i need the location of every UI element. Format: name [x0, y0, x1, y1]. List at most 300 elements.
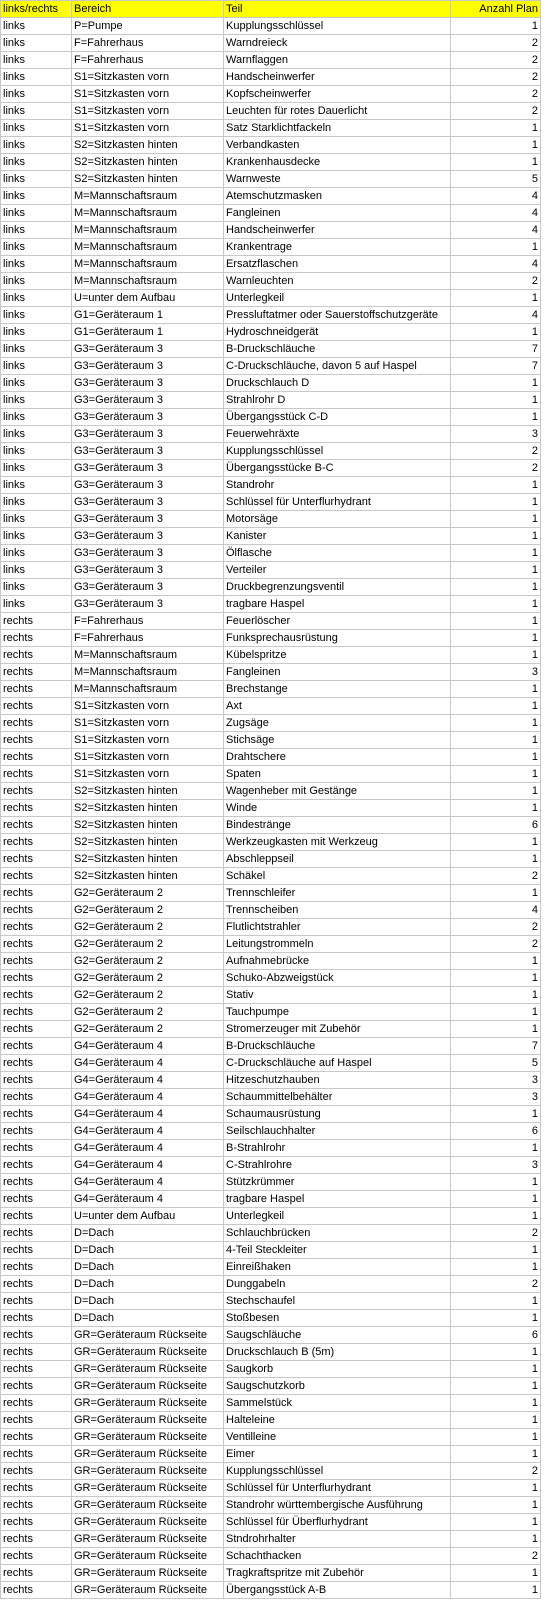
cell-part[interactable]: Hydroschneidgerät	[224, 324, 451, 341]
cell-side[interactable]: rechts	[1, 1531, 72, 1548]
cell-quantity[interactable]: 1	[451, 851, 541, 868]
cell-area[interactable]: M=Mannschaftsraum	[72, 205, 224, 222]
cell-side[interactable]: rechts	[1, 1582, 72, 1599]
cell-side[interactable]: rechts	[1, 1140, 72, 1157]
cell-side[interactable]: rechts	[1, 1480, 72, 1497]
cell-part[interactable]: Warndreieck	[224, 35, 451, 52]
cell-quantity[interactable]: 1	[451, 1582, 541, 1599]
cell-quantity[interactable]: 2	[451, 919, 541, 936]
cell-side[interactable]: rechts	[1, 1293, 72, 1310]
cell-area[interactable]: M=Mannschaftsraum	[72, 681, 224, 698]
cell-area[interactable]: G2=Geräteraum 2	[72, 1021, 224, 1038]
cell-area[interactable]: M=Mannschaftsraum	[72, 273, 224, 290]
cell-part[interactable]: Schlüssel für Unterflurhydrant	[224, 494, 451, 511]
cell-quantity[interactable]: 1	[451, 766, 541, 783]
cell-side[interactable]: links	[1, 596, 72, 613]
cell-quantity[interactable]: 1	[451, 1361, 541, 1378]
cell-part[interactable]: Werkzeugkasten mit Werkzeug	[224, 834, 451, 851]
cell-area[interactable]: GR=Geräteraum Rückseite	[72, 1395, 224, 1412]
cell-side[interactable]: links	[1, 409, 72, 426]
cell-area[interactable]: D=Dach	[72, 1225, 224, 1242]
cell-quantity[interactable]: 1	[451, 18, 541, 35]
cell-quantity[interactable]: 5	[451, 171, 541, 188]
cell-quantity[interactable]: 1	[451, 698, 541, 715]
cell-part[interactable]: Druckbegrenzungsventil	[224, 579, 451, 596]
cell-area[interactable]: U=unter dem Aufbau	[72, 290, 224, 307]
cell-quantity[interactable]: 3	[451, 1089, 541, 1106]
cell-side[interactable]: links	[1, 460, 72, 477]
cell-area[interactable]: G3=Geräteraum 3	[72, 562, 224, 579]
cell-quantity[interactable]: 1	[451, 511, 541, 528]
cell-quantity[interactable]: 1	[451, 1395, 541, 1412]
cell-area[interactable]: G4=Geräteraum 4	[72, 1072, 224, 1089]
cell-side[interactable]: rechts	[1, 1327, 72, 1344]
cell-area[interactable]: G2=Geräteraum 2	[72, 987, 224, 1004]
cell-side[interactable]: links	[1, 443, 72, 460]
cell-side[interactable]: links	[1, 171, 72, 188]
cell-part[interactable]: Schlauchbrücken	[224, 1225, 451, 1242]
cell-side[interactable]: links	[1, 154, 72, 171]
cell-area[interactable]: G2=Geräteraum 2	[72, 1004, 224, 1021]
cell-quantity[interactable]: 2	[451, 52, 541, 69]
cell-quantity[interactable]: 1	[451, 1429, 541, 1446]
cell-part[interactable]: tragbare Haspel	[224, 596, 451, 613]
cell-side[interactable]: rechts	[1, 1225, 72, 1242]
cell-area[interactable]: GR=Geräteraum Rückseite	[72, 1344, 224, 1361]
cell-quantity[interactable]: 2	[451, 35, 541, 52]
header-part[interactable]: Teil	[224, 1, 451, 18]
cell-part[interactable]: Verbandkasten	[224, 137, 451, 154]
cell-side[interactable]: rechts	[1, 970, 72, 987]
cell-area[interactable]: G1=Geräteraum 1	[72, 307, 224, 324]
cell-part[interactable]: Trennscheiben	[224, 902, 451, 919]
cell-part[interactable]: Ventilleine	[224, 1429, 451, 1446]
cell-part[interactable]: Einreißhaken	[224, 1259, 451, 1276]
cell-area[interactable]: G3=Geräteraum 3	[72, 596, 224, 613]
cell-part[interactable]: Ersatzflaschen	[224, 256, 451, 273]
cell-area[interactable]: F=Fahrerhaus	[72, 52, 224, 69]
cell-part[interactable]: Schachthacken	[224, 1548, 451, 1565]
cell-area[interactable]: G2=Geräteraum 2	[72, 953, 224, 970]
cell-quantity[interactable]: 1	[451, 528, 541, 545]
cell-area[interactable]: D=Dach	[72, 1276, 224, 1293]
cell-part[interactable]: Hitzeschutzhauben	[224, 1072, 451, 1089]
cell-side[interactable]: links	[1, 35, 72, 52]
cell-part[interactable]: Satz Starklichtfackeln	[224, 120, 451, 137]
cell-quantity[interactable]: 1	[451, 953, 541, 970]
cell-side[interactable]: rechts	[1, 1174, 72, 1191]
cell-quantity[interactable]: 2	[451, 1225, 541, 1242]
cell-quantity[interactable]: 1	[451, 715, 541, 732]
cell-area[interactable]: G4=Geräteraum 4	[72, 1055, 224, 1072]
cell-quantity[interactable]: 1	[451, 1140, 541, 1157]
header-quantity[interactable]: Anzahl Plan	[451, 1, 541, 18]
header-side[interactable]: links/rechts	[1, 1, 72, 18]
cell-side[interactable]: rechts	[1, 664, 72, 681]
cell-area[interactable]: G1=Geräteraum 1	[72, 324, 224, 341]
cell-area[interactable]: GR=Geräteraum Rückseite	[72, 1446, 224, 1463]
cell-side[interactable]: links	[1, 256, 72, 273]
cell-quantity[interactable]: 1	[451, 392, 541, 409]
cell-part[interactable]: Pressluftatmer oder Sauerstoffschutzgeräte	[224, 307, 451, 324]
cell-side[interactable]: rechts	[1, 749, 72, 766]
cell-side[interactable]: links	[1, 511, 72, 528]
cell-area[interactable]: D=Dach	[72, 1259, 224, 1276]
cell-quantity[interactable]: 1	[451, 1242, 541, 1259]
cell-part[interactable]: Kanister	[224, 528, 451, 545]
cell-area[interactable]: S1=Sitzkasten vorn	[72, 715, 224, 732]
cell-side[interactable]: rechts	[1, 817, 72, 834]
cell-part[interactable]: Feuerwehräxte	[224, 426, 451, 443]
cell-quantity[interactable]: 2	[451, 1276, 541, 1293]
cell-area[interactable]: M=Mannschaftsraum	[72, 239, 224, 256]
cell-area[interactable]: G3=Geräteraum 3	[72, 494, 224, 511]
cell-quantity[interactable]: 1	[451, 120, 541, 137]
cell-area[interactable]: F=Fahrerhaus	[72, 35, 224, 52]
cell-area[interactable]: S2=Sitzkasten hinten	[72, 800, 224, 817]
cell-area[interactable]: G2=Geräteraum 2	[72, 919, 224, 936]
cell-part[interactable]: Flutlichtstrahler	[224, 919, 451, 936]
cell-area[interactable]: M=Mannschaftsraum	[72, 188, 224, 205]
cell-side[interactable]: links	[1, 273, 72, 290]
cell-part[interactable]: Warnleuchten	[224, 273, 451, 290]
cell-area[interactable]: S1=Sitzkasten vorn	[72, 698, 224, 715]
cell-side[interactable]: rechts	[1, 766, 72, 783]
cell-part[interactable]: Verteiler	[224, 562, 451, 579]
cell-quantity[interactable]: 1	[451, 1106, 541, 1123]
cell-side[interactable]: rechts	[1, 885, 72, 902]
cell-part[interactable]: Zugsäge	[224, 715, 451, 732]
cell-part[interactable]: Stichsäge	[224, 732, 451, 749]
cell-area[interactable]: S1=Sitzkasten vorn	[72, 120, 224, 137]
cell-side[interactable]: links	[1, 579, 72, 596]
cell-part[interactable]: Axt	[224, 698, 451, 715]
cell-area[interactable]: G3=Geräteraum 3	[72, 409, 224, 426]
cell-part[interactable]: Krankentrage	[224, 239, 451, 256]
cell-part[interactable]: Schaummittelbehälter	[224, 1089, 451, 1106]
cell-area[interactable]: G3=Geräteraum 3	[72, 358, 224, 375]
cell-part[interactable]: B-Strahlrohr	[224, 1140, 451, 1157]
cell-side[interactable]: rechts	[1, 1106, 72, 1123]
cell-part[interactable]: Stechschaufel	[224, 1293, 451, 1310]
cell-quantity[interactable]: 1	[451, 1310, 541, 1327]
cell-side[interactable]: links	[1, 52, 72, 69]
cell-quantity[interactable]: 1	[451, 1514, 541, 1531]
cell-part[interactable]: Eimer	[224, 1446, 451, 1463]
cell-part[interactable]: Kupplungsschlüssel	[224, 443, 451, 460]
cell-side[interactable]: rechts	[1, 613, 72, 630]
cell-part[interactable]: Handscheinwerfer	[224, 69, 451, 86]
cell-part[interactable]: Brechstange	[224, 681, 451, 698]
cell-area[interactable]: M=Mannschaftsraum	[72, 222, 224, 239]
cell-quantity[interactable]: 1	[451, 1344, 541, 1361]
cell-part[interactable]: Schaumausrüstung	[224, 1106, 451, 1123]
cell-side[interactable]: links	[1, 307, 72, 324]
cell-side[interactable]: rechts	[1, 1004, 72, 1021]
cell-quantity[interactable]: 1	[451, 1004, 541, 1021]
cell-quantity[interactable]: 1	[451, 1293, 541, 1310]
cell-quantity[interactable]: 1	[451, 1565, 541, 1582]
cell-area[interactable]: G4=Geräteraum 4	[72, 1174, 224, 1191]
cell-area[interactable]: G3=Geräteraum 3	[72, 443, 224, 460]
cell-side[interactable]: rechts	[1, 1208, 72, 1225]
cell-area[interactable]: GR=Geräteraum Rückseite	[72, 1480, 224, 1497]
cell-quantity[interactable]: 2	[451, 1463, 541, 1480]
cell-quantity[interactable]: 4	[451, 222, 541, 239]
cell-area[interactable]: G3=Geräteraum 3	[72, 392, 224, 409]
cell-part[interactable]: Tauchpumpe	[224, 1004, 451, 1021]
cell-side[interactable]: links	[1, 392, 72, 409]
cell-part[interactable]: Standrohr	[224, 477, 451, 494]
cell-quantity[interactable]: 1	[451, 596, 541, 613]
cell-area[interactable]: GR=Geräteraum Rückseite	[72, 1361, 224, 1378]
cell-quantity[interactable]: 7	[451, 341, 541, 358]
cell-part[interactable]: Stützkrümmer	[224, 1174, 451, 1191]
cell-part[interactable]: Atemschutzmasken	[224, 188, 451, 205]
cell-quantity[interactable]: 1	[451, 783, 541, 800]
cell-quantity[interactable]: 4	[451, 188, 541, 205]
cell-side[interactable]: links	[1, 188, 72, 205]
cell-part[interactable]: Kupplungsschlüssel	[224, 18, 451, 35]
cell-area[interactable]: GR=Geräteraum Rückseite	[72, 1429, 224, 1446]
cell-quantity[interactable]: 7	[451, 358, 541, 375]
cell-side[interactable]: rechts	[1, 698, 72, 715]
cell-part[interactable]: Trennschleifer	[224, 885, 451, 902]
cell-area[interactable]: P=Pumpe	[72, 18, 224, 35]
cell-area[interactable]: G3=Geräteraum 3	[72, 579, 224, 596]
cell-area[interactable]: G3=Geräteraum 3	[72, 477, 224, 494]
cell-side[interactable]: links	[1, 477, 72, 494]
cell-area[interactable]: S1=Sitzkasten vorn	[72, 732, 224, 749]
cell-quantity[interactable]: 2	[451, 460, 541, 477]
cell-side[interactable]: rechts	[1, 783, 72, 800]
cell-area[interactable]: S2=Sitzkasten hinten	[72, 154, 224, 171]
cell-area[interactable]: D=Dach	[72, 1242, 224, 1259]
cell-part[interactable]: Übergangsstücke B-C	[224, 460, 451, 477]
cell-area[interactable]: S2=Sitzkasten hinten	[72, 817, 224, 834]
cell-side[interactable]: links	[1, 545, 72, 562]
cell-part[interactable]: C-Strahlrohre	[224, 1157, 451, 1174]
cell-area[interactable]: G4=Geräteraum 4	[72, 1038, 224, 1055]
cell-quantity[interactable]: 2	[451, 103, 541, 120]
cell-area[interactable]: G4=Geräteraum 4	[72, 1191, 224, 1208]
cell-quantity[interactable]: 3	[451, 664, 541, 681]
cell-quantity[interactable]: 1	[451, 1531, 541, 1548]
cell-side[interactable]: rechts	[1, 1055, 72, 1072]
cell-side[interactable]: rechts	[1, 647, 72, 664]
cell-part[interactable]: Stativ	[224, 987, 451, 1004]
cell-part[interactable]: B-Druckschläuche	[224, 1038, 451, 1055]
cell-quantity[interactable]: 1	[451, 409, 541, 426]
cell-part[interactable]: Warnweste	[224, 171, 451, 188]
cell-quantity[interactable]: 1	[451, 375, 541, 392]
cell-area[interactable]: S1=Sitzkasten vorn	[72, 766, 224, 783]
cell-side[interactable]: rechts	[1, 1072, 72, 1089]
cell-part[interactable]: Krankenhausdecke	[224, 154, 451, 171]
cell-side[interactable]: links	[1, 120, 72, 137]
cell-side[interactable]: rechts	[1, 1446, 72, 1463]
cell-area[interactable]: GR=Geräteraum Rückseite	[72, 1531, 224, 1548]
cell-side[interactable]: links	[1, 222, 72, 239]
cell-part[interactable]: Warnflaggen	[224, 52, 451, 69]
cell-part[interactable]: Abschleppseil	[224, 851, 451, 868]
cell-side[interactable]: rechts	[1, 1548, 72, 1565]
cell-quantity[interactable]: 1	[451, 1174, 541, 1191]
cell-quantity[interactable]: 1	[451, 732, 541, 749]
cell-quantity[interactable]: 2	[451, 69, 541, 86]
cell-area[interactable]: G2=Geräteraum 2	[72, 885, 224, 902]
cell-area[interactable]: F=Fahrerhaus	[72, 613, 224, 630]
cell-side[interactable]: rechts	[1, 1429, 72, 1446]
cell-part[interactable]: Wagenheber mit Gestänge	[224, 783, 451, 800]
cell-side[interactable]: rechts	[1, 1395, 72, 1412]
cell-area[interactable]: GR=Geräteraum Rückseite	[72, 1565, 224, 1582]
cell-quantity[interactable]: 1	[451, 290, 541, 307]
cell-area[interactable]: S1=Sitzkasten vorn	[72, 86, 224, 103]
cell-side[interactable]: rechts	[1, 1514, 72, 1531]
cell-quantity[interactable]: 1	[451, 681, 541, 698]
cell-part[interactable]: B-Druckschläuche	[224, 341, 451, 358]
cell-part[interactable]: Kupplungsschlüssel	[224, 1463, 451, 1480]
cell-side[interactable]: rechts	[1, 1463, 72, 1480]
cell-side[interactable]: links	[1, 205, 72, 222]
cell-quantity[interactable]: 1	[451, 1480, 541, 1497]
cell-area[interactable]: M=Mannschaftsraum	[72, 256, 224, 273]
cell-area[interactable]: GR=Geräteraum Rückseite	[72, 1514, 224, 1531]
cell-part[interactable]: Bindestränge	[224, 817, 451, 834]
cell-quantity[interactable]: 2	[451, 443, 541, 460]
cell-quantity[interactable]: 7	[451, 1038, 541, 1055]
cell-part[interactable]: Saugkorb	[224, 1361, 451, 1378]
cell-area[interactable]: G2=Geräteraum 2	[72, 936, 224, 953]
cell-part[interactable]: Kübelspritze	[224, 647, 451, 664]
cell-side[interactable]: rechts	[1, 1361, 72, 1378]
cell-part[interactable]: C-Druckschläuche, davon 5 auf Haspel	[224, 358, 451, 375]
cell-part[interactable]: Dunggabeln	[224, 1276, 451, 1293]
cell-side[interactable]: rechts	[1, 1038, 72, 1055]
cell-part[interactable]: Kopfscheinwerfer	[224, 86, 451, 103]
cell-quantity[interactable]: 1	[451, 154, 541, 171]
cell-part[interactable]: Stromerzeuger mit Zubehör	[224, 1021, 451, 1038]
cell-side[interactable]: rechts	[1, 851, 72, 868]
cell-side[interactable]: links	[1, 103, 72, 120]
cell-quantity[interactable]: 3	[451, 1072, 541, 1089]
cell-side[interactable]: rechts	[1, 1089, 72, 1106]
cell-part[interactable]: Fangleinen	[224, 664, 451, 681]
cell-quantity[interactable]: 1	[451, 1446, 541, 1463]
cell-area[interactable]: G4=Geräteraum 4	[72, 1123, 224, 1140]
cell-area[interactable]: S2=Sitzkasten hinten	[72, 851, 224, 868]
cell-side[interactable]: rechts	[1, 1344, 72, 1361]
cell-side[interactable]: rechts	[1, 1123, 72, 1140]
cell-area[interactable]: D=Dach	[72, 1310, 224, 1327]
cell-quantity[interactable]: 1	[451, 1497, 541, 1514]
cell-part[interactable]: 4-Teil Steckleiter	[224, 1242, 451, 1259]
cell-area[interactable]: D=Dach	[72, 1293, 224, 1310]
cell-area[interactable]: G4=Geräteraum 4	[72, 1106, 224, 1123]
cell-quantity[interactable]: 6	[451, 1327, 541, 1344]
cell-side[interactable]: links	[1, 375, 72, 392]
cell-area[interactable]: S2=Sitzkasten hinten	[72, 137, 224, 154]
cell-quantity[interactable]: 1	[451, 137, 541, 154]
cell-part[interactable]: Feuerlöscher	[224, 613, 451, 630]
cell-quantity[interactable]: 1	[451, 987, 541, 1004]
cell-side[interactable]: links	[1, 562, 72, 579]
cell-quantity[interactable]: 1	[451, 545, 541, 562]
cell-side[interactable]: rechts	[1, 800, 72, 817]
cell-part[interactable]: Tragkraftspritze mit Zubehör	[224, 1565, 451, 1582]
cell-quantity[interactable]: 3	[451, 1157, 541, 1174]
cell-part[interactable]: Leitungstrommeln	[224, 936, 451, 953]
cell-part[interactable]: Seilschlauchhalter	[224, 1123, 451, 1140]
cell-part[interactable]: Sammelstück	[224, 1395, 451, 1412]
cell-quantity[interactable]: 1	[451, 1378, 541, 1395]
cell-quantity[interactable]: 1	[451, 970, 541, 987]
cell-quantity[interactable]: 1	[451, 800, 541, 817]
cell-part[interactable]: Übergangsstück A-B	[224, 1582, 451, 1599]
cell-area[interactable]: GR=Geräteraum Rückseite	[72, 1378, 224, 1395]
cell-side[interactable]: rechts	[1, 1276, 72, 1293]
cell-area[interactable]: G3=Geräteraum 3	[72, 375, 224, 392]
cell-quantity[interactable]: 1	[451, 749, 541, 766]
cell-area[interactable]: S1=Sitzkasten vorn	[72, 103, 224, 120]
cell-side[interactable]: links	[1, 358, 72, 375]
cell-side[interactable]: rechts	[1, 630, 72, 647]
cell-side[interactable]: links	[1, 69, 72, 86]
cell-part[interactable]: Handscheinwerfer	[224, 222, 451, 239]
cell-part[interactable]: tragbare Haspel	[224, 1191, 451, 1208]
cell-area[interactable]: GR=Geräteraum Rückseite	[72, 1548, 224, 1565]
cell-area[interactable]: G3=Geräteraum 3	[72, 528, 224, 545]
cell-side[interactable]: rechts	[1, 834, 72, 851]
cell-quantity[interactable]: 1	[451, 1191, 541, 1208]
cell-part[interactable]: Schlüssel für Unterflurhydrant	[224, 1480, 451, 1497]
cell-side[interactable]: rechts	[1, 902, 72, 919]
cell-quantity[interactable]: 4	[451, 256, 541, 273]
cell-quantity[interactable]: 2	[451, 868, 541, 885]
cell-quantity[interactable]: 1	[451, 613, 541, 630]
cell-area[interactable]: M=Mannschaftsraum	[72, 647, 224, 664]
cell-area[interactable]: G3=Geräteraum 3	[72, 511, 224, 528]
cell-area[interactable]: G4=Geräteraum 4	[72, 1089, 224, 1106]
cell-part[interactable]: Drahtschere	[224, 749, 451, 766]
cell-part[interactable]: Spaten	[224, 766, 451, 783]
cell-area[interactable]: GR=Geräteraum Rückseite	[72, 1497, 224, 1514]
cell-side[interactable]: links	[1, 137, 72, 154]
cell-side[interactable]: rechts	[1, 1497, 72, 1514]
cell-part[interactable]: Stoßbesen	[224, 1310, 451, 1327]
cell-side[interactable]: rechts	[1, 1242, 72, 1259]
cell-area[interactable]: G3=Geräteraum 3	[72, 545, 224, 562]
cell-part[interactable]: Ölflasche	[224, 545, 451, 562]
cell-part[interactable]: Stndrohrhalter	[224, 1531, 451, 1548]
cell-quantity[interactable]: 1	[451, 477, 541, 494]
cell-part[interactable]: Winde	[224, 800, 451, 817]
cell-area[interactable]: G3=Geräteraum 3	[72, 460, 224, 477]
cell-area[interactable]: G4=Geräteraum 4	[72, 1140, 224, 1157]
cell-side[interactable]: links	[1, 290, 72, 307]
cell-quantity[interactable]: 4	[451, 902, 541, 919]
cell-quantity[interactable]: 4	[451, 307, 541, 324]
cell-quantity[interactable]: 5	[451, 1055, 541, 1072]
cell-part[interactable]: Druckschlauch D	[224, 375, 451, 392]
cell-side[interactable]: links	[1, 18, 72, 35]
cell-quantity[interactable]: 1	[451, 647, 541, 664]
cell-side[interactable]: rechts	[1, 681, 72, 698]
cell-area[interactable]: G2=Geräteraum 2	[72, 970, 224, 987]
cell-side[interactable]: rechts	[1, 715, 72, 732]
cell-side[interactable]: links	[1, 494, 72, 511]
